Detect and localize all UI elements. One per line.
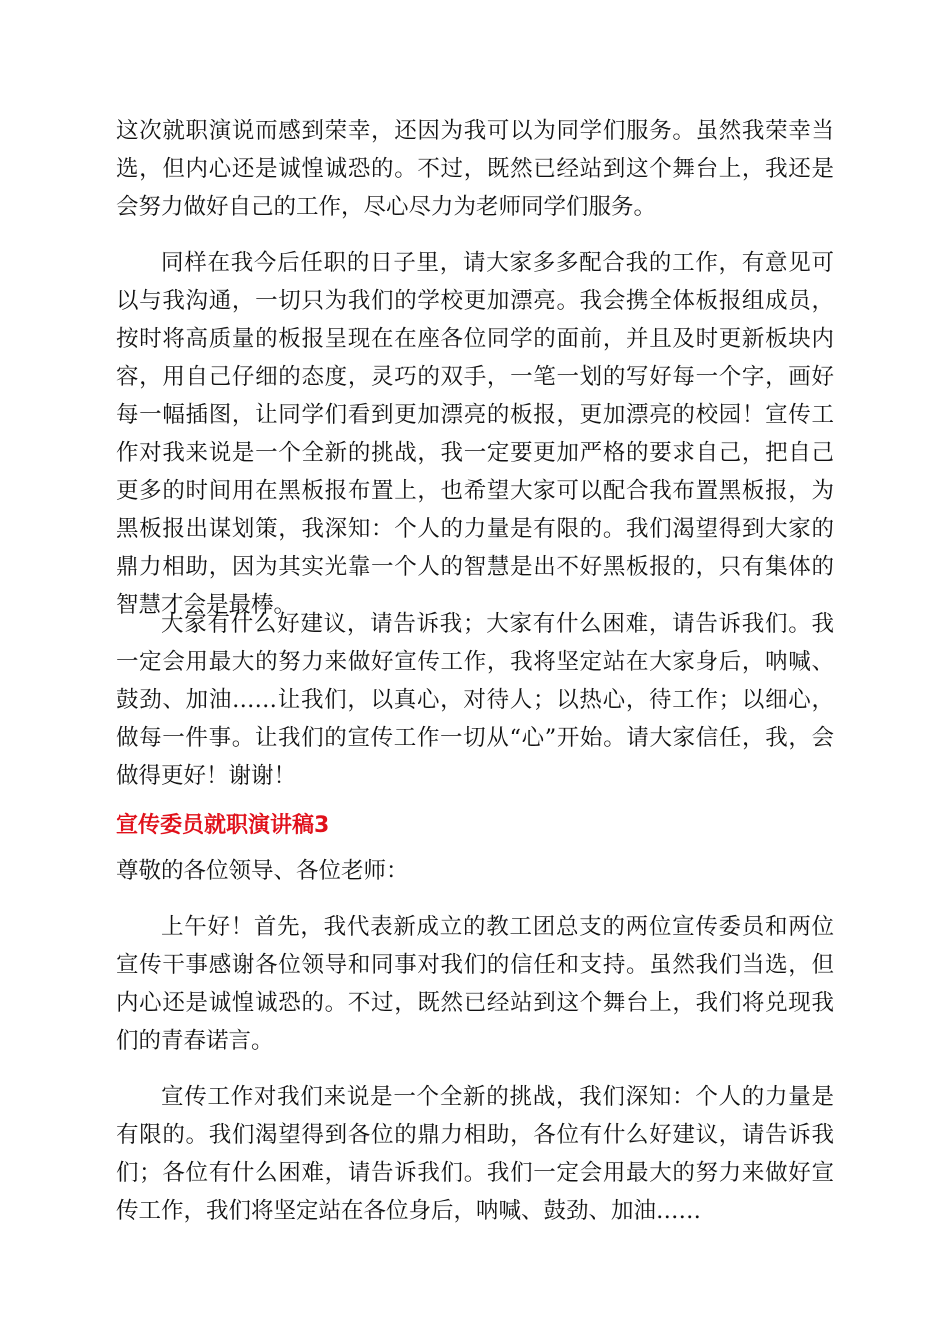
body-paragraph-5: 宣传工作对我们来说是一个全新的挑战，我们深知：个人的力量是有限的。我们渴望得到各位的鼎力相助，各位有什么好建议，请告诉我们；各位有什么困难，请告诉我们。我们一定会用最大的努力来做好宣传工作，我们将坚定站在各位身后，呐喊、鼓劲、加油…… [116, 1084, 834, 1224]
section-heading: 宣传委员就职演讲稿3 [116, 813, 330, 838]
body-paragraph-2: 同样在我今后任职的日子里，请大家多多配合我的工作，有意见可以与我沟通，一切只为我们的学校更加漂亮。我会携全体板报组成员，按时将高质量的板报呈现在在座各位同学的面前，并且及时更新板块内容，用自己仔细的态度，灵巧的双手，一笔一划的写好每一个字，画好每一幅插图，让同学们看到更加漂亮的板报，更加漂亮的校园！宣传工作对我来说是一个全新的挑战，我一定要更加严格的要求自己，把自己更多的时间用在黑板报布置上，也希望大家可以配合我布置黑板报，为黑板报出谋划策，我深知：个人的力量是有限的。我们渴望得到大家的鼎力相助，因为其实光靠一个人的智慧是出不好黑板报的，只有集体的智慧才会是最棒。 [116, 250, 834, 618]
body-paragraph-1: 这次就职演说而感到荣幸，还因为我可以为同学们服务。虽然我荣幸当选，但内心还是诚惶诚恐的。不过，既然已经站到这个舞台上，我还是会努力做好自己的工作，尽心尽力为老师同学们服务。 [116, 118, 834, 220]
salutation-line: 尊敬的各位领导、各位老师： [116, 858, 409, 884]
body-paragraph-3: 大家有什么好建议，请告诉我；大家有什么困难，请告诉我们。我一定会用最大的努力来做好宣传工作，我将坚定站在大家身后，呐喊、鼓劲、加油……让我们，以真心，对待人；以热心，待工作；以细心，做每一件事。让我们的宣传工作一切从“心”开始。请大家信任，我，会做得更好！谢谢！ [116, 611, 834, 789]
body-paragraph-4: 上午好！首先，我代表新成立的教工团总支的两位宣传委员和两位宣传干事感谢各位领导和同事对我们的信任和支持。虽然我们当选，但内心还是诚惶诚恐的。不过，既然已经站到这个舞台上，我们将兑现我们的青春诺言。 [116, 914, 834, 1054]
